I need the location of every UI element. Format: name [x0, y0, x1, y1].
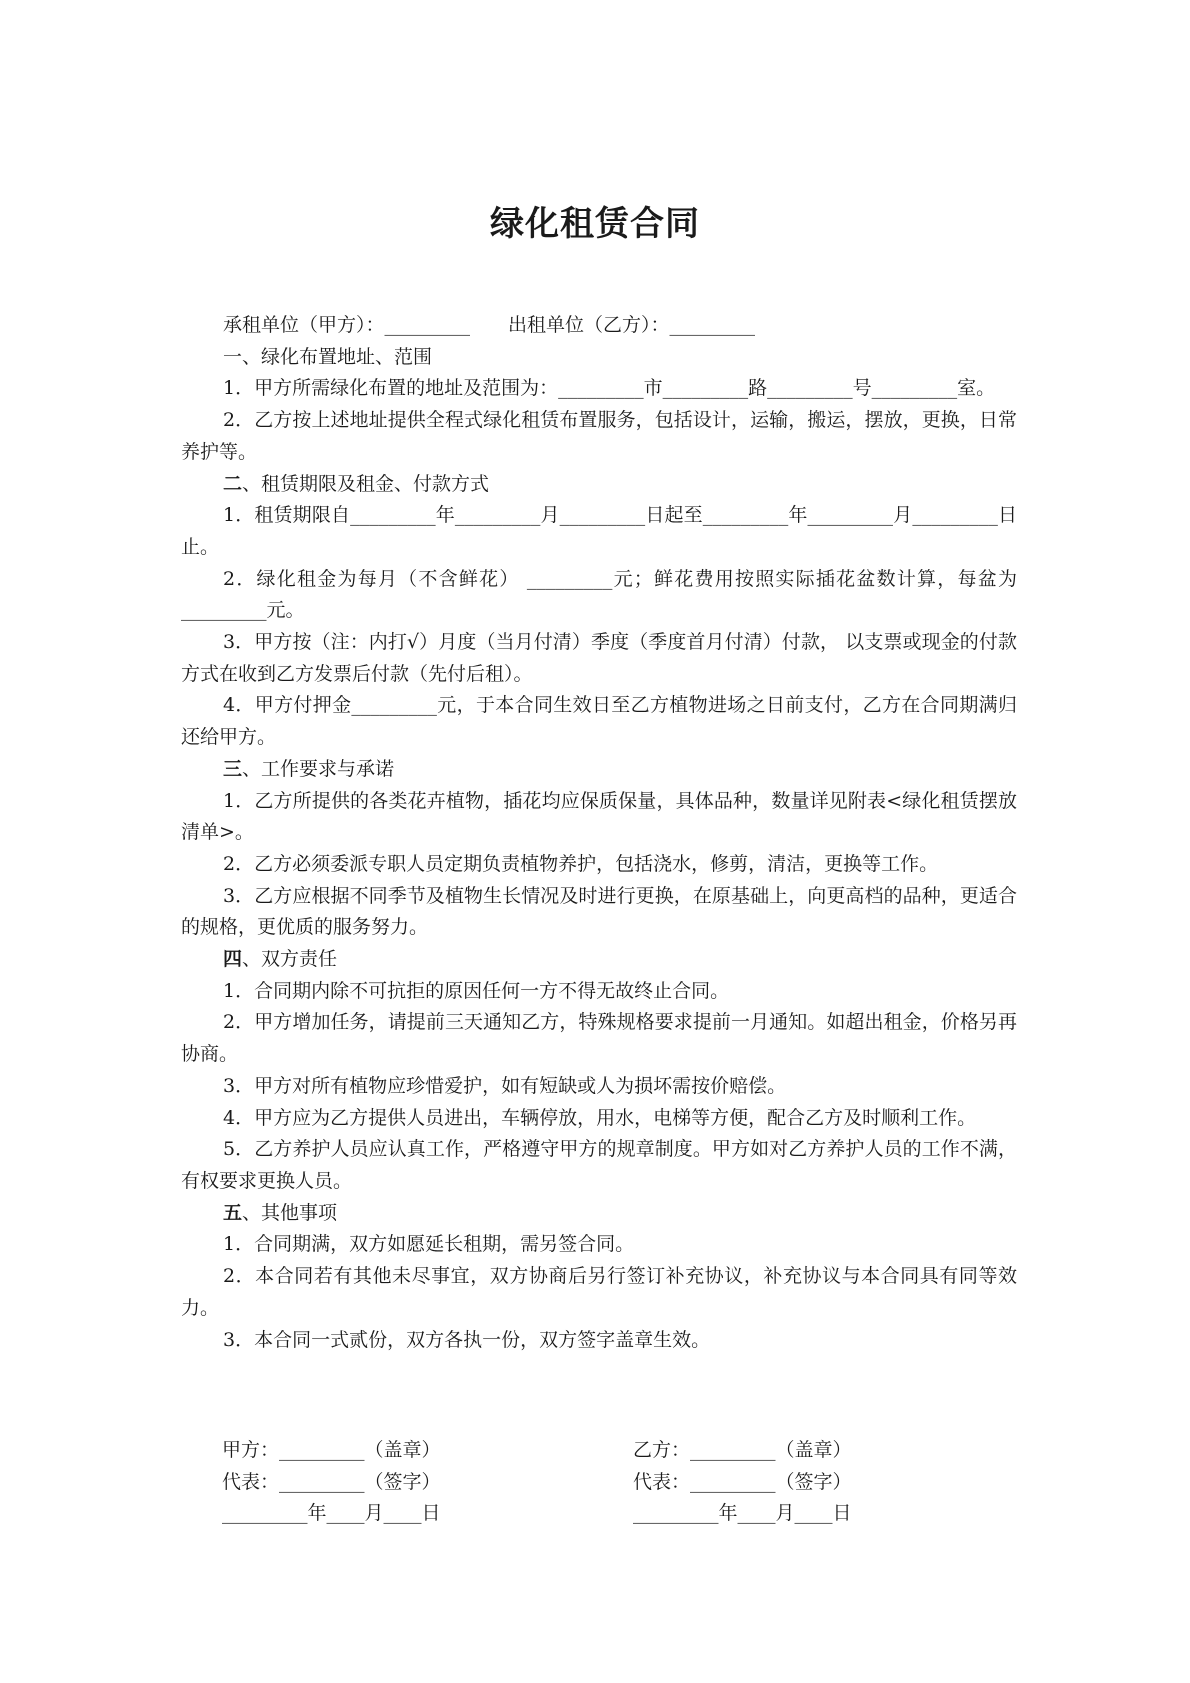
party-a-seal: 甲方：_________（盖章）: [222, 1439, 441, 1461]
clause-3-2: 2．乙方必须委派专职人员定期负责植物养护，包括浇水，修剪，清洁，更换等工作。: [223, 852, 939, 875]
clause-4-5: 5．乙方养护人员应认真工作，严格遵守甲方的规章制度。甲方如对乙方养护人员的工作不满，有权要求更换人员。: [181, 1138, 1017, 1192]
section-heading-3: 三、工作要求与承诺: [223, 757, 395, 780]
document-title: 绿化租赁合同: [490, 204, 700, 244]
clause-1-2: 2．乙方按上述地址提供全程式绿化租赁布置服务，包括设计，运输，搬运，摆放，更换，日常养护等。: [181, 409, 1017, 463]
clause-3-3: 3．乙方应根据不同季节及植物生长情况及时进行更换，在原基础上，向更高档的品种，更适合的规格，更优质的服务努力。: [181, 884, 1017, 939]
section-heading-2: 二、租赁期限及租金、付款方式: [223, 472, 490, 495]
clause-2-1: 1．租赁期限自_________年_________月_________日起至_________年_________月_________日止。: [181, 504, 1017, 558]
clause-4-1: 1．合同期内除不可抗拒的原因任何一方不得无故终止合同。: [223, 979, 730, 1002]
date-b: _________年____月____日: [633, 1502, 852, 1525]
clause-4-2: 2．甲方增加任务，请提前三天通知乙方，特殊规格要求提前一月通知。如超出租金，价格另再协商。: [181, 1011, 1017, 1066]
clause-5-3: 3．本合同一式贰份，双方各执一份，双方签字盖章生效。: [223, 1328, 711, 1351]
signature-row-dates: [222, 1498, 922, 1530]
signature-row-reps: [222, 1467, 922, 1499]
clause-3-1: 1．乙方所提供的各类花卉植物，插花均应保质保量，具体品种，数量详见附表<绿化租赁摆放清单>。: [181, 789, 1017, 844]
clause-2-4: 4．甲方付押金_________元，于本合同生效日至乙方植物进场之日前支付，乙方在合同期满归还给甲方。: [181, 694, 1017, 749]
clause-2-3: 3．甲方按（注：内打√）月度（当月付清）季度（季度首月付清）付款， 以支票或现金的付款方式在收到乙方发票后付款（先付后租）。: [181, 631, 1017, 685]
clause-4-4: 4．甲方应为乙方提供人员进出，车辆停放，用水，电梯等方便，配合乙方及时顺利工作。: [223, 1106, 977, 1129]
clause-5-2: 2．本合同若有其他未尽事宜，双方协商后另行签订补充协议，补充协议与本合同具有同等效力。: [181, 1265, 1017, 1319]
section-heading-5: 五、其他事项: [223, 1201, 338, 1224]
section-heading-1: 一、绿化布置地址、范围: [223, 345, 433, 368]
section-heading-4: 四、双方责任: [223, 948, 338, 971]
parties-line: 承租单位（甲方）：_________ 出租单位（乙方）：_________: [223, 314, 756, 336]
rep-a-sign: 代表：_________（签字）: [222, 1470, 441, 1493]
clause-5-1: 1．合同期满，双方如愿延长租期，需另签合同。: [223, 1233, 635, 1256]
clause-2-2: 2．绿化租金为每月（不含鲜花） _________元；鲜花费用按照实际插花盆数计算，每盆为_________元。: [181, 567, 1017, 622]
signature-row-parties: [222, 1435, 922, 1467]
party-b-seal: 乙方：_________（盖章）: [633, 1439, 852, 1461]
rep-b-sign: 代表：_________（签字）: [633, 1470, 852, 1493]
contract-body: [181, 310, 1017, 1356]
clause-4-3: 3．甲方对所有植物应珍惜爱护，如有短缺或人为损坏需按价赔偿。: [223, 1074, 787, 1097]
clause-1-1: 1．甲方所需绿化布置的地址及范围为：_________市_________路_________号_________室。: [223, 377, 996, 400]
signature-block: [222, 1435, 922, 1530]
date-a: _________年____月____日: [222, 1502, 441, 1525]
